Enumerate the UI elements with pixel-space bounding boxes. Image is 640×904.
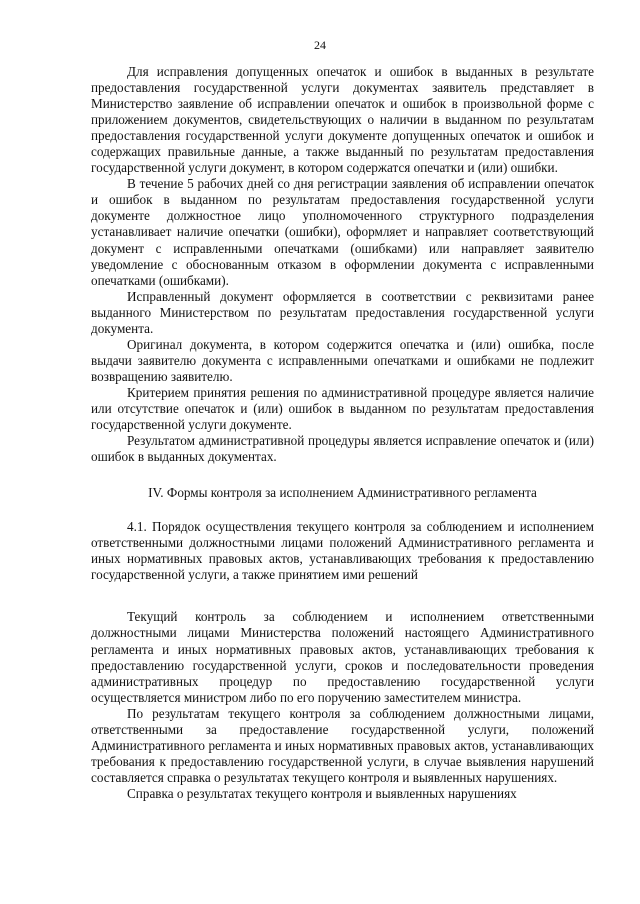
paragraph-typo-correction-request: Для исправления допущенных опечаток и ошибок в выданных в результате предоставления государственной услуги документах заявитель представляет в Министерство заявление об исправлении опечаток и ошибок в произвольной форме с приложением документов, свидетельствующих о наличии в выданном по результатам предоставления государственной услуги документе допущенных опечаток и ошибок и содержащих правильные данные, а также выданный по результатам предоставления государственной услуги документ, в котором содержатся опечатки и (или) ошибки.: [91, 64, 594, 176]
paragraph-current-control: Текущий контроль за соблюдением и исполнением ответственными должностными лицами Министерства положений настоящего Административного регламента и иных нормативных правовых актов, устанавливающих требования к предоставлению государственной услуги, сроков и последовательности проведения административных процедур по предоставлению государственной услуги осуществляется министром либо по его поручению заместителем министра.: [91, 609, 594, 705]
subsection-heading: 4.1. Порядок осуществления текущего контроля за соблюдением и исполнением ответственными должностными лицами положений Административного регламента и иных нормативных правовых актов, устанавливающих требования к предоставлению государственной услуги, а также принятием ими решений: [91, 519, 594, 583]
paragraph-original-document: Оригинал документа, в котором содержится опечатка и (или) ошибка, после выдачи заявителю документа с исправленными опечатками и ошибками не подлежит возвращению заявителю.: [91, 336, 594, 384]
paragraph-control-results: По результатам текущего контроля за соблюдением должностными лицами, ответственными за предоставление государственной услуги, положений Административного регламента и иных нормативных правовых актов, устанавливающих требования к предоставлению государственной услуги, в случае выявления нарушений составляется справка о результатах текущего контроля и выявленных нарушениях.: [91, 705, 594, 785]
page-number: 24: [314, 38, 326, 52]
page-content: [91, 64, 594, 802]
paragraph-control-report: Справка о результатах текущего контроля и выявленных нарушениях: [127, 785, 517, 801]
paragraph-procedure-result: Результатом административной процедуры является исправление опечаток и (или) ошибок в выданных документах.: [91, 433, 594, 465]
paragraph-corrected-document: Исправленный документ оформляется в соответствии с реквизитами ранее выданного Министерством по результатам предоставления государственной услуги документа.: [91, 288, 594, 336]
paragraph-correction-deadline: В течение 5 рабочих дней со дня регистрации заявления об исправлении опечаток и ошибок в выданном по результатам предоставления государственной услуги документе должностное лицо уполномоченного структурного подразделения устанавливает наличие опечатки (ошибки), оформляет и направляет соответствующий документ с исправленными опечатками (ошибками) или направляет заявителю уведомление с обоснованным отказом в оформлении документа с исправленными опечатками (ошибками).: [91, 176, 594, 288]
paragraph-decision-criterion: Критерием принятия решения по административной процедуре является наличие или отсутствие опечаток и (или) ошибок в выданном по результатам предоставления государственной услуги документе.: [91, 384, 594, 433]
section-heading: IV. Формы контроля за исполнением Административного регламента: [148, 485, 537, 501]
